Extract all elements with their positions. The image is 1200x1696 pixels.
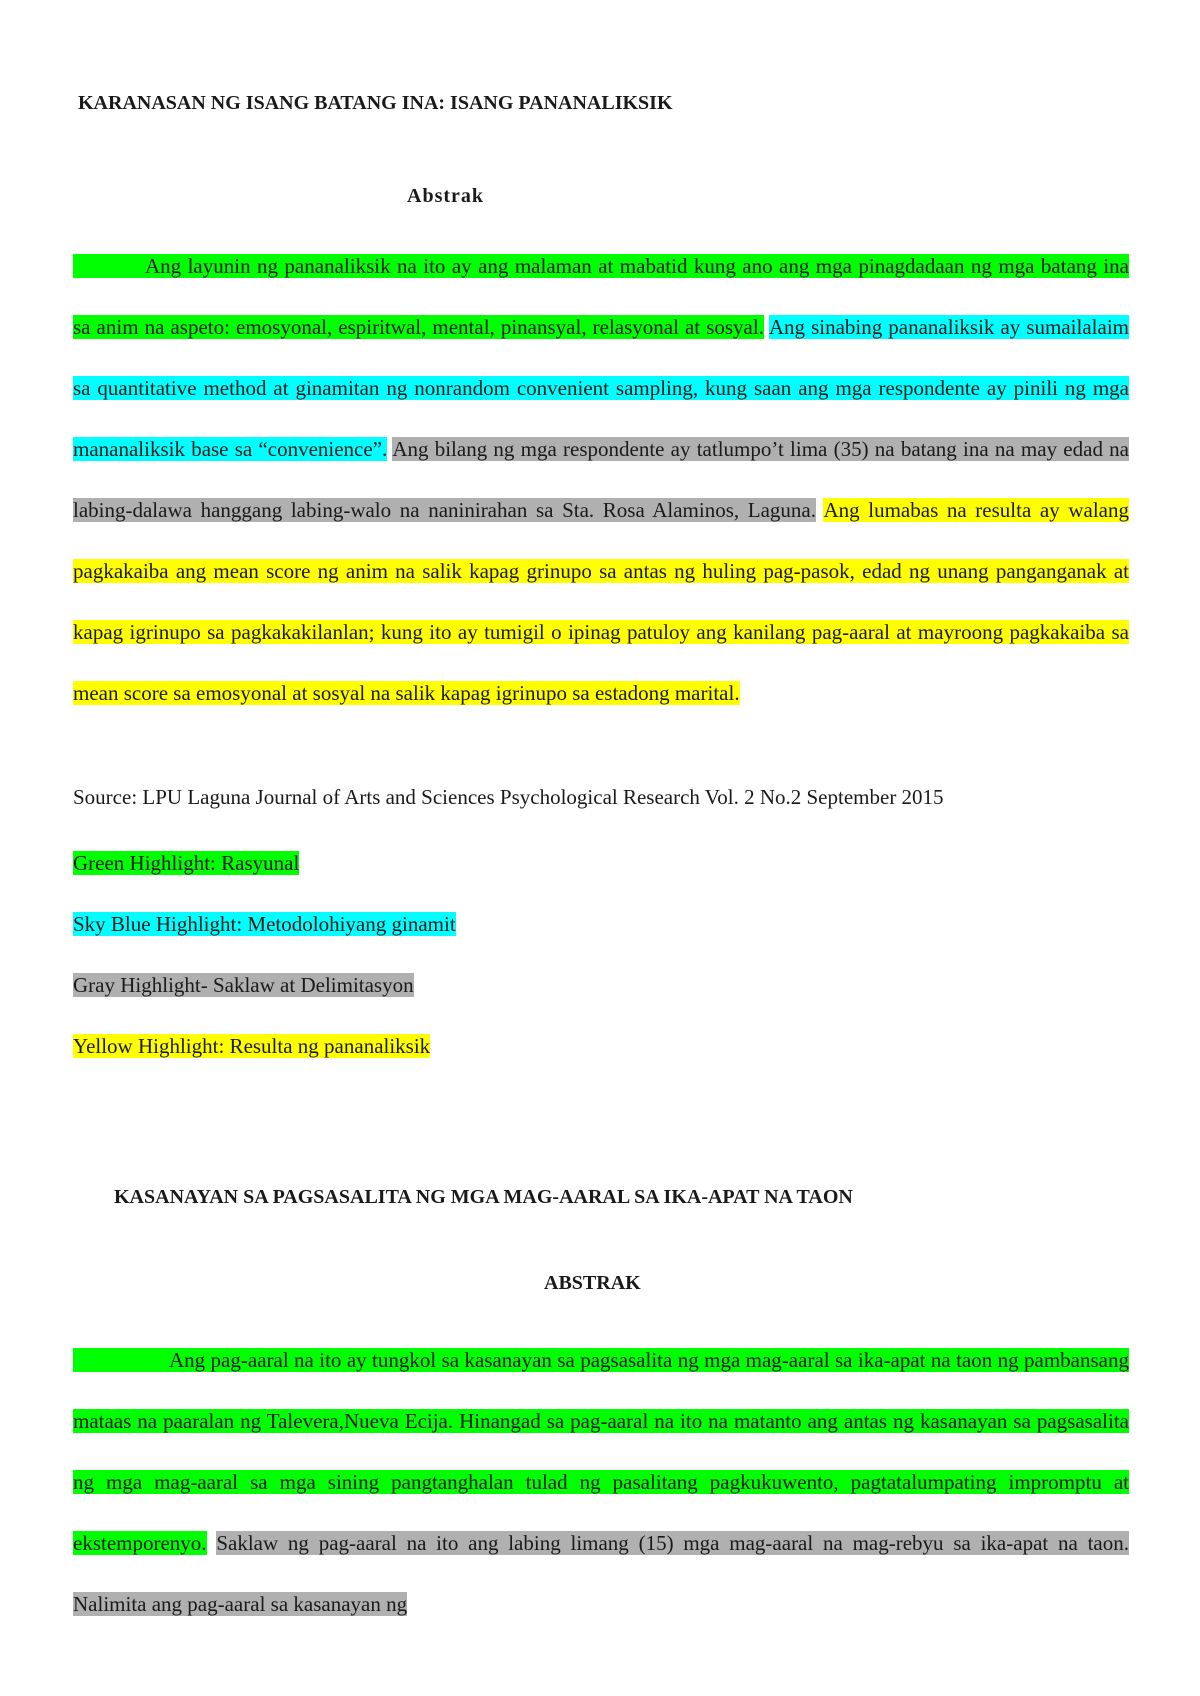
rationale-text: Ang layunin ng pananaliksik na ito ay ang malaman at mabatid kung ano ang mga pinagdadaan ng mga batang ina sa anim na aspeto: emosyonal, espiritwal, mental, pinansyal, relasyonal at sosyal. [73,254,1129,339]
abstract-paragraph-2 [73,1330,1129,1635]
abstract-paragraph-1 [73,236,1129,724]
abstract-heading-2: ABSTRAK [544,1272,641,1294]
highlight-green-segment [73,1348,1129,1555]
legend-gray [73,971,414,999]
legend-green-text: Green Highlight: Rasyunal [73,851,300,875]
legend-blue-text: Sky Blue Highlight: Metodolohiyang ginamit [73,912,456,936]
rationale-text: Ang pag-aaral na ito ay tungkol sa kasanayan sa pagsasalita ng mga mag-aaral sa ika-apat na taon ng pambansang mataas na paaralan ng Talevera,Nueva Ecija. Hinangad sa pag-aaral na ito na matanto ang antas ng kasanayan sa pagsasalita ng mga mag-aaral sa mga sining pangtanghalan tulad ng pasalitang pagkukuwento, pagtatalumpating impromptu at ekstemporenyo. [73,1348,1129,1555]
legend-gray-text: Gray Highlight- Saklaw at Delimitasyon [73,973,414,997]
document-title-1: KARANASAN NG ISANG BATANG INA: ISANG PANANALIKSIK [78,92,673,114]
legend-blue [73,910,456,938]
source-citation: Source: LPU Laguna Journal of Arts and Sciences Psychological Research Vol. 2 No.2 September 2015 [73,785,944,809]
legend-green [73,849,299,877]
highlight-gray-segment: Ang bilang ng mga respondente ay tatlumpo’t lima (35) na batang ina na may edad na labing-dalawa hanggang labing-walo na naninirahan sa Sta. Rosa Alaminos, Laguna. [73,437,1129,522]
highlight-yellow-segment: Ang lumabas na resulta ay walang pagkakaiba ang mean score ng anim na salik kapag grinupo sa antas ng huling pag-pasok, edad ng unang panganganak at kapag igrinupo sa pagkakakilanlan; kung ito ay tumigil o ipinag patuloy ang kanilang pag-aaral at mayroong pagkakaiba sa mean score sa emosyonal at sosyal na salik kapag igrinupo sa estadong marital. [73,498,1129,705]
legend-yellow-text: Yellow Highlight: Resulta ng pananaliksik [73,1034,431,1058]
abstract-heading-1: Abstrak [407,185,485,207]
document-title-2: KASANAYAN SA PAGSASALITA NG MGA MAG-AARAL SA IKA-APAT NA TAON [114,1186,853,1208]
highlight-gray-segment: Saklaw ng pag-aaral na ito ang labing limang (15) mga mag-aaral na mag-rebyu sa ika-apat na taon. Nalimita ang pag-aaral sa kasanayan ng [73,1531,1129,1616]
highlight-blue-segment: Ang sinabing pananaliksik ay sumailalaim sa quantitative method at ginamitan ng nonrandom convenient sampling, kung saan ang mga respondente ay pinili ng mga mananaliksik base sa “convenience”. [73,315,1130,461]
legend-yellow [73,1032,430,1060]
